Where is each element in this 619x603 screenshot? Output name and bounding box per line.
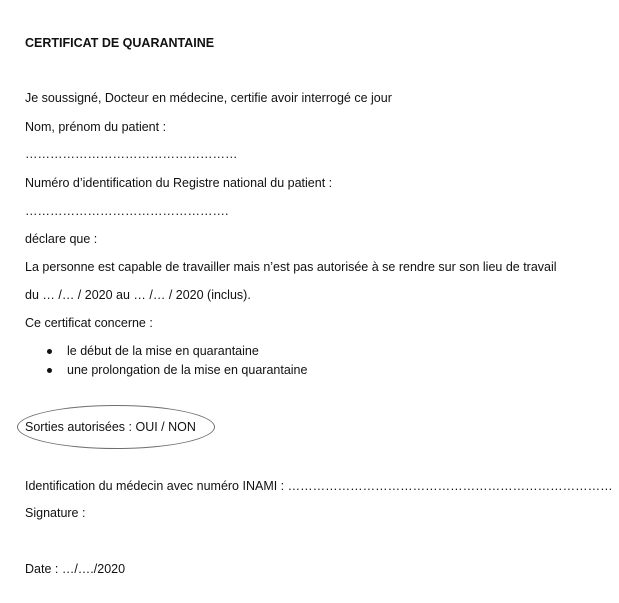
concerns-label: Ce certificat concerne : <box>25 316 153 330</box>
doctor-identification[interactable]: Identification du médecin avec numéro INAMI : …………………………………………………………………… <box>25 479 613 493</box>
period-text[interactable]: du … /… / 2020 au … /… / 2020 (inclus). <box>25 288 251 302</box>
intro-text: Je soussigné, Docteur en médecine, certifie avoir interrogé ce jour <box>25 91 392 105</box>
registry-field[interactable]: …………………………………………. <box>25 204 229 218</box>
registry-label: Numéro d’identification du Registre national du patient : <box>25 176 333 190</box>
option-extend-quarantine[interactable] <box>25 361 307 380</box>
declares-text: déclare que : <box>25 232 98 246</box>
option-start-quarantine[interactable] <box>25 342 307 361</box>
document-title: CERTIFICAT DE QUARANTAINE <box>25 36 215 50</box>
options-list <box>25 342 307 380</box>
date-field[interactable]: Date : …/…./2020 <box>25 562 126 576</box>
bullet-icon <box>47 349 52 354</box>
outings-authorized[interactable]: Sorties autorisées : OUI / NON <box>25 420 196 434</box>
statement-text: La personne est capable de travailler mais n’est pas autorisée à se rendre sur son lieu de travail <box>25 260 557 274</box>
bullet-icon <box>47 368 52 373</box>
option-label: une prolongation de la mise en quarantaine <box>67 363 308 377</box>
patient-name-field[interactable]: …………………………………………… <box>25 147 238 161</box>
signature-label: Signature : <box>25 506 86 520</box>
patient-name-label: Nom, prénom du patient : <box>25 120 167 134</box>
option-label: le début de la mise en quarantaine <box>67 344 259 358</box>
